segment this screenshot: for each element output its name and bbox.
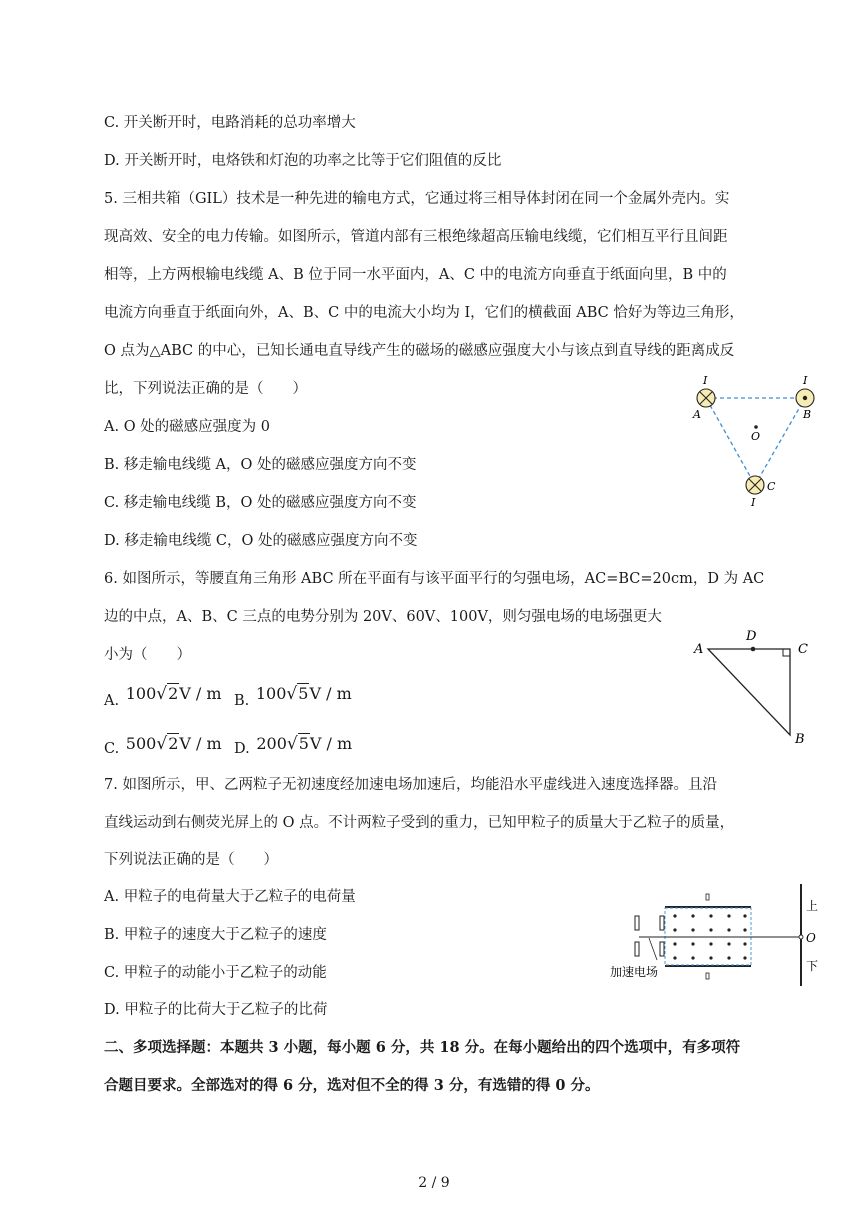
- q7-stem-line2: 直线运动到右侧荧光屏上的 O 点。不计两粒子受到的重力，已知甲粒子的质量大于乙粒子的质量，: [104, 815, 735, 831]
- q5-stem-line6: 比，下列说法正确的是（ ）: [104, 381, 307, 397]
- q7-stem-line1: 7. 如图所示，甲、乙两粒子无初速度经加速电场加速后，均能沿水平虚线进入速度选择器。且沿: [104, 777, 717, 793]
- label-d: D: [746, 629, 757, 644]
- q6-stem-line1: 6. 如图所示，等腰直角三角形 ABC 所在平面有与该平面平行的匀强电场，AC=BC=20cm，D 为 AC: [104, 571, 765, 587]
- label-b: B: [795, 732, 805, 747]
- label-c: C: [767, 480, 776, 493]
- center-o-point: [754, 425, 758, 429]
- q5-triangle-figure: [688, 370, 823, 510]
- q6-option-d-value: 200√5V / m: [256, 734, 353, 754]
- q6-option-c-value: 500√2V / m: [125, 734, 222, 754]
- q6-option-c: [104, 734, 222, 759]
- label-i-c: I: [751, 496, 756, 509]
- q6-triangle-figure: [690, 625, 820, 750]
- section2-line2: 合题目要求。全部选对的得 6 分，选对但不全的得 3 分，有选错的得 0 分。: [104, 1077, 600, 1094]
- q6-option-a-value: 100√2V / m: [125, 684, 222, 704]
- q6-option-b-label: B.: [234, 693, 250, 709]
- q7-velocity-selector-figure: [605, 880, 825, 990]
- q5-stem-line1: 5. 三相共箱（GIL）技术是一种先进的输电方式，它通过将三相导体封闭在同一个金属外壳内。实: [104, 191, 730, 207]
- q5-stem-line5: O 点为△ABC 的中心，已知长通电直导线产生的磁场的磁感应强度大小与该点到直导线的距离成反: [104, 343, 735, 359]
- label-up: 上: [806, 899, 819, 913]
- q4-option-d: D. 开关断开时，电烙铁和灯泡的功率之比等于它们阻值的反比: [104, 153, 502, 169]
- cable-a-into-page-icon: [697, 389, 715, 407]
- q7-option-a: A. 甲粒子的电荷量大于乙粒子的电荷量: [104, 889, 356, 905]
- q6-option-a-label: A.: [104, 693, 120, 709]
- label-o: O: [751, 430, 761, 443]
- label-a: A: [694, 642, 704, 657]
- q7-stem-line3: 下列说法正确的是（ ）: [104, 852, 278, 868]
- cable-b-out-of-page-icon: [796, 389, 814, 407]
- q5-stem-line4: 电流方向垂直于纸面向外，A、B、C 中的电流大小均为 I，它们的横截面 ABC 恰好为等边三角形，: [104, 305, 744, 321]
- q5-option-d: D. 移走输电线缆 C，O 处的磁感应强度方向不变: [104, 533, 418, 549]
- label-accelerating-field: 加速电场: [610, 965, 659, 979]
- page-number: 2 / 9: [418, 1175, 450, 1191]
- label-o: O: [806, 931, 816, 945]
- q5-option-b: B. 移走输电线缆 A，O 处的磁感应强度方向不变: [104, 457, 417, 473]
- q6-option-d-label: D.: [234, 741, 250, 757]
- label-i-b: I: [803, 374, 808, 387]
- label-i-a: I: [703, 374, 708, 387]
- q6-stem-line3: 小为（ ）: [104, 647, 191, 663]
- label-down: 下: [806, 959, 819, 973]
- q5-stem-line3: 相等，上方两根输电线缆 A、B 位于同一水平面内，A、C 中的电流方向垂直于纸面向里，B 中的: [104, 267, 727, 283]
- q6-option-b-value: 100√5V / m: [255, 684, 352, 704]
- q5-stem-line2: 现高效、安全的电力传输。如图所示，管道内部有三根绝缘超高压输电线缆，它们相互平行且间距: [104, 229, 728, 245]
- q6-option-c-label: C.: [104, 741, 120, 757]
- midpoint-d: [751, 647, 756, 652]
- q6-option-b: [234, 684, 352, 711]
- cable-c-into-page-icon: [746, 476, 764, 494]
- label-c: C: [798, 642, 808, 657]
- q6-stem-line2: 边的中点，A、B、C 三点的电势分别为 20V、60V、100V，则匀强电场的电场强更大: [104, 609, 662, 625]
- q6-option-a: [104, 684, 222, 711]
- q7-option-d: D. 甲粒子的比荷大于乙粒子的比荷: [104, 1002, 328, 1018]
- q4-option-c: C. 开关断开时，电路消耗的总功率增大: [104, 115, 356, 131]
- q6-option-d: [234, 734, 353, 759]
- section2-line1: 二、多项选择题：本题共 3 小题，每小题 6 分，共 18 分。在每小题给出的四个选项中，有多项符: [104, 1039, 741, 1056]
- q7-option-c: C. 甲粒子的动能小于乙粒子的动能: [104, 965, 327, 981]
- q7-option-b: B. 甲粒子的速度大于乙粒子的速度: [104, 927, 327, 943]
- q5-option-a: A. O 处的磁感应强度为 0: [104, 419, 271, 435]
- label-a: A: [693, 408, 701, 421]
- label-b: B: [803, 408, 812, 421]
- q5-option-c: C. 移走输电线缆 B，O 处的磁感应强度方向不变: [104, 495, 417, 511]
